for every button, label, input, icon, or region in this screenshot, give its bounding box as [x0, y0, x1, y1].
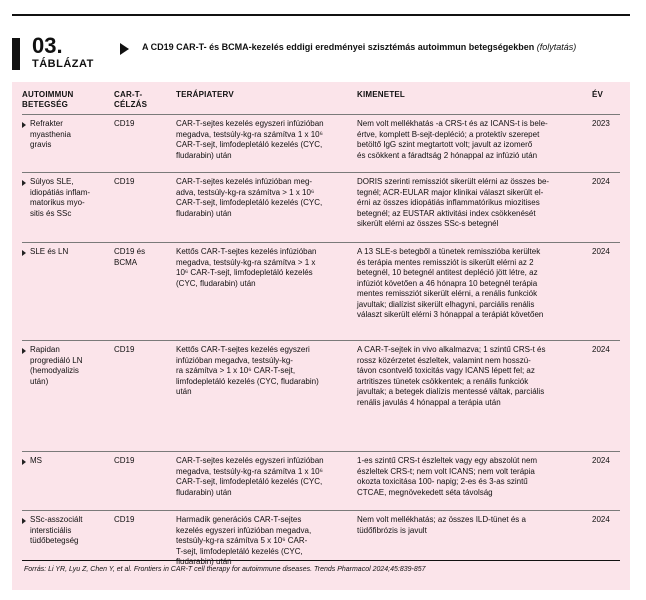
cell-line: CAR-T-sejtes kezelés infúzióban meg- — [176, 177, 313, 186]
table-title — [142, 42, 576, 52]
cell-line: (hemodyalizis — [30, 366, 79, 375]
cell-line: CAR-T-sejt, limfodepletáló kezelés (CYC, — [176, 198, 323, 207]
cell-line: okozta toxicitása 100- napig; 2-es és 3-as szintű — [357, 477, 528, 486]
cell-line: CAR-T-sejtes kezelés egyszeri infúzióban — [176, 456, 324, 465]
cell-outcome — [357, 177, 585, 230]
cell-line: CD19 — [114, 119, 135, 128]
cell-target — [114, 345, 170, 356]
cell-line: renális javulás 4 hónappal a terápia után — [357, 397, 501, 407]
cell-line: javultak; dialízist sikerült elhagyni, parciális renális — [357, 299, 535, 309]
col-header-target-line: CAR-T- — [114, 90, 143, 99]
cell-line: betegnél; az EUSTAR aktivitási index csökkenését — [357, 208, 536, 218]
disease-text — [22, 177, 110, 219]
cell-line: észleltek CRS-t; nem volt ICANS; nem volt terápia — [357, 466, 535, 476]
cell-line: CD19 és — [114, 247, 146, 256]
col-header-target — [114, 90, 147, 110]
cell-line: Refrakter — [30, 119, 63, 128]
cell-line: érni az összes idiopátiás inflammatórikus miozitises — [357, 198, 540, 207]
col-header-disease-line: AUTOIMMUN — [22, 90, 74, 99]
cell-line: Súlyos SLE, — [30, 177, 74, 186]
cell-line: matorikus myo- — [30, 198, 85, 207]
cell-line: A CAR-T-sejtek in vivo alkalmazva; 1 szintű CRS-t és — [357, 345, 546, 354]
cell-line: Kettős CAR-T-sejtes kezelés egyszeri — [176, 345, 310, 354]
table-label: TÁBLÁZAT — [32, 58, 94, 70]
cell-line: megadva, testsúly-kg-ra számítva > 1 x — [176, 257, 316, 267]
cell-line: betegnél, 10 betegnél antitest depléció jött létre, az — [357, 268, 538, 277]
cell-line: BCMA — [114, 257, 138, 267]
cell-line: ra számítva > 1 x 10⁶ CAR-T-sejt, — [176, 366, 296, 375]
cell-target — [114, 177, 170, 188]
cell-disease — [22, 515, 110, 547]
cell-year: 2024 — [592, 515, 610, 524]
cell-outcome — [357, 456, 585, 498]
cell-line: kezelés egyszeri infúzióban megadva, — [176, 525, 312, 535]
table-number: 03. — [32, 33, 63, 58]
cell-line: CTCAE, megnövekedett séta távolság — [357, 487, 493, 497]
cell-target — [114, 247, 170, 268]
table-panel — [12, 82, 630, 590]
cell-line: megadva, testsúly-kg-ra számítva 1 x 10⁶ — [176, 129, 323, 139]
cell-line: választ sikerült elérni 3 hónappal a terápiát követően — [357, 310, 544, 319]
cell-line: Harmadik generációs CAR-T-sejtes — [176, 515, 302, 524]
cell-line: artritiszes tünetek csökkentek; a renális funkciók — [357, 376, 529, 386]
cell-line: sitis és SSc — [30, 208, 72, 218]
cell-line: fludarabin) után — [176, 557, 232, 566]
cell-therapy — [176, 456, 352, 498]
col-header-disease-line: BETEGSÉG — [22, 100, 69, 109]
cell-line: javultak; a betegek dialízis mentessé váltak, parciális — [357, 387, 545, 396]
cell-outcome — [357, 515, 585, 536]
cell-line: tüdőbetegség — [30, 536, 79, 545]
cell-target — [114, 119, 170, 130]
top-rule — [12, 14, 630, 16]
cell-line: gravis — [30, 140, 52, 149]
cell-line: 10⁶ CAR-T-sejt, limfodepletáló kezelés — [176, 268, 313, 277]
cell-line: SLE és LN — [30, 247, 69, 256]
cell-therapy — [176, 345, 352, 398]
cell-line: infúzióban megadva, testsúly-kg- — [176, 355, 293, 365]
cell-line: adva, testsúly-kg-ra számítva > 1 x 10⁶ — [176, 187, 315, 197]
cell-line: DORIS szerinti remissziót sikerült elérni az összes be- — [357, 177, 550, 186]
disease-text — [22, 456, 110, 467]
table-header — [12, 34, 630, 78]
cell-therapy — [176, 515, 352, 568]
cell-line: (CYC, fludarabin) után — [176, 278, 256, 288]
cell-line: betöltő IgG szint megtartott volt; javult az izomerő — [357, 140, 533, 149]
arrow-right-icon — [120, 43, 129, 55]
table-title-text: A CD19 CAR-T- és BCMA-kezelés eddigi eredményei szisztémás autoimmun betegségekben — [142, 42, 535, 52]
cell-therapy — [176, 177, 352, 219]
bullet-icon — [22, 518, 26, 524]
disease-text — [22, 247, 110, 258]
col-header-therapy: TERÁPIATERV — [176, 90, 234, 99]
cell-disease — [22, 177, 110, 219]
cell-line: értve, komplett B-sejt-depléció; a protektív szerepet — [357, 129, 540, 139]
cell-line: rossz közérzetet észleltek, valamint nem hosszú- — [357, 355, 531, 365]
cell-line: sikerült elérni az összes SSc-s betegnél — [357, 219, 499, 228]
col-header-year: ÉV — [592, 90, 604, 99]
cell-line: CD19 — [114, 345, 135, 354]
cell-disease — [22, 345, 110, 387]
cell-line: CD19 — [114, 456, 135, 465]
cell-line: fludarabin) után — [176, 487, 232, 497]
cell-disease — [22, 119, 110, 151]
cell-line: infúziót követően a 46 hónapra 10 betegnél terápia — [357, 278, 538, 288]
cell-line: idiopátiás inflam- — [30, 187, 91, 197]
cell-line: CD19 — [114, 177, 135, 186]
cell-therapy — [176, 247, 352, 289]
cell-line: testsúly-kg-ra számítva 5 x 10⁶ CAR- — [176, 536, 308, 545]
cell-line: Kettős CAR-T-sejtes kezelés infúzióban — [176, 247, 317, 256]
cell-line: progrediáló LN — [30, 355, 83, 365]
cell-year: 2024 — [592, 177, 610, 186]
table-title-suffix: (folytatás) — [536, 42, 577, 52]
cell-outcome — [357, 247, 585, 321]
source-citation: Forrás: Li YR, Lyu Z, Chen Y, et al. Frontiers in CAR-T cell therapy for autoimmune diseases. Trends Pharmacol 2024;45:839-857 — [24, 566, 426, 573]
row-divider — [22, 242, 620, 243]
bullet-icon — [22, 180, 26, 186]
cell-line: SSc-asszociált — [30, 515, 83, 524]
cell-line: 1-es szintű CRS-t észleltek vagy egy abszolút nem — [357, 456, 538, 465]
cell-line: CAR-T-sejt, limfodepletáló kezelés (CYC, — [176, 140, 323, 149]
cell-therapy — [176, 119, 352, 161]
cell-line: CAR-T-sejtes kezelés egyszeri infúzióban — [176, 119, 324, 128]
cell-line: T-sejt, limfodepletáló kezelés (CYC, — [176, 546, 303, 556]
cell-line: intersticiális — [30, 525, 72, 535]
cell-line: Nem volt mellékhatás -a CRS-t és az ICANS-t is bele- — [357, 119, 548, 128]
cell-line: limfodepletáló kezelés (CYC, fludarabin) — [176, 376, 319, 386]
bullet-icon — [22, 250, 26, 256]
cell-line: tüdőfibrózis is javult — [357, 525, 427, 535]
row-divider — [22, 172, 620, 173]
row-divider — [22, 340, 620, 341]
cell-disease — [22, 247, 110, 258]
cell-line: után — [176, 387, 192, 396]
cell-line: fludarabin) után — [176, 150, 232, 160]
cell-line: és terápia mentes remissziót is sikerült elérni az 2 — [357, 257, 534, 267]
cell-line: A 13 SLE-s betegből a tünetek remisszióba kerültek — [357, 247, 541, 256]
bullet-icon — [22, 459, 26, 465]
cell-line: fludarabin) után — [176, 208, 232, 218]
cell-line: tegnél; ACR-EULAR major klinikai választ sikerült el- — [357, 187, 544, 197]
cell-line: távon csontvelő toxicitás vagy ICANS lépett fel; az — [357, 366, 535, 375]
bullet-icon — [22, 348, 26, 354]
cell-line: Nem volt mellékhatás; az összes ILD-tünet és a — [357, 515, 526, 524]
cell-year: 2024 — [592, 456, 610, 465]
disease-text — [22, 119, 110, 151]
row-divider — [22, 114, 620, 115]
cell-line: myasthenia — [30, 129, 71, 139]
cell-disease — [22, 456, 110, 467]
cell-line: után) — [30, 376, 49, 386]
cell-year: 2024 — [592, 247, 610, 256]
table-number-bar — [12, 38, 20, 70]
col-header-outcome: KIMENETEL — [357, 90, 406, 99]
cell-year: 2023 — [592, 119, 610, 128]
col-header-target-line: CÉLZÁS — [114, 100, 148, 109]
cell-year: 2024 — [592, 345, 610, 354]
disease-text — [22, 345, 110, 387]
cell-line: CAR-T-sejt, limfodepletáló kezelés (CYC, — [176, 477, 323, 486]
cell-line: Rapidan — [30, 345, 60, 354]
row-divider — [22, 451, 620, 452]
cell-outcome — [357, 119, 585, 161]
cell-outcome — [357, 345, 585, 408]
cell-line: és csökkent a fáradtság 2 hónappal az infúzió után — [357, 150, 538, 160]
cell-target — [114, 515, 170, 526]
col-header-disease — [22, 90, 73, 110]
cell-line: MS — [30, 456, 42, 465]
disease-text — [22, 515, 110, 547]
cell-line: megadva, testsúly-kg-ra számítva 1 x 10⁶ — [176, 466, 323, 476]
cell-line: CD19 — [114, 515, 135, 524]
row-divider — [22, 510, 620, 511]
bullet-icon — [22, 122, 26, 128]
cell-target — [114, 456, 170, 467]
cell-line: mentes remissziót sikerült elérni, a renális funkciók — [357, 289, 538, 298]
